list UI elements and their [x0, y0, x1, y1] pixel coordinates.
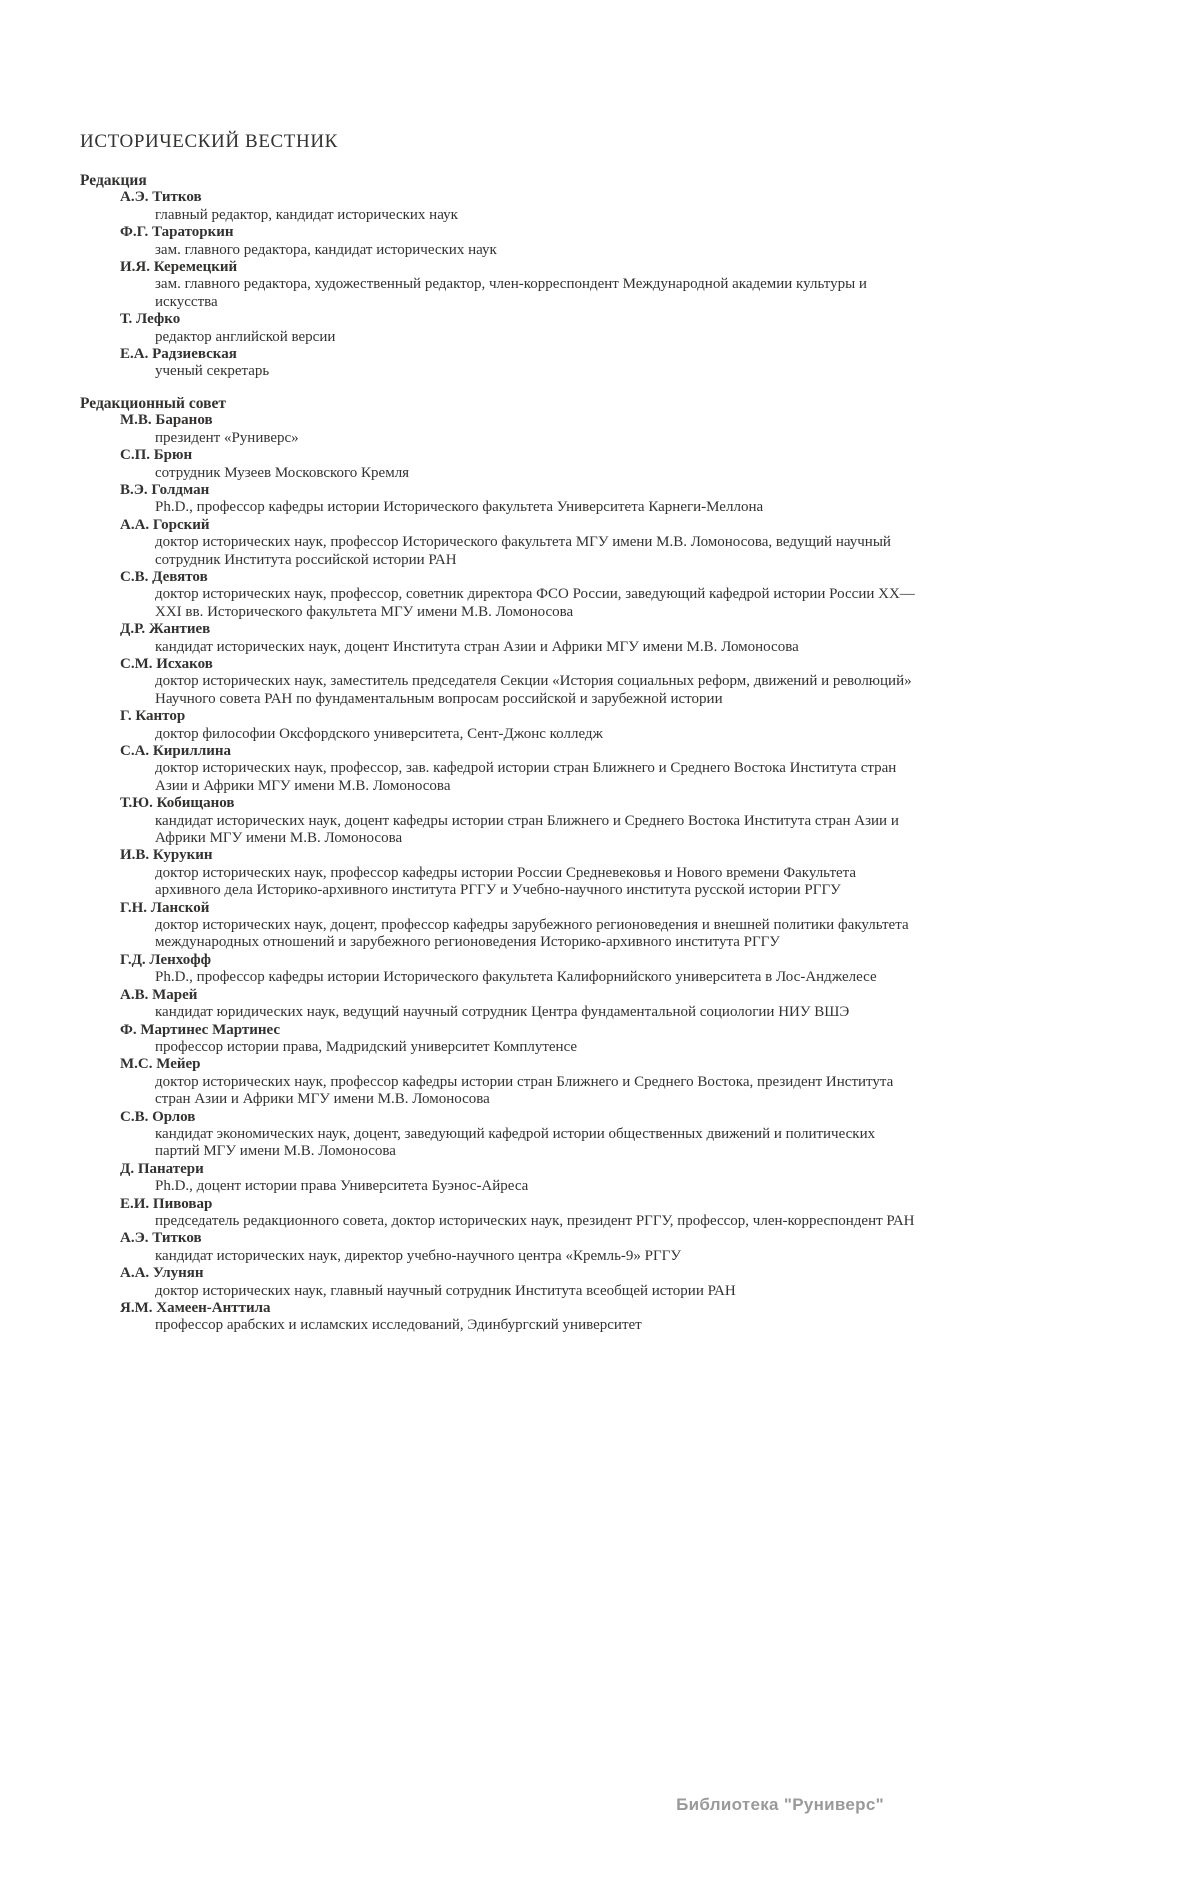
- masthead-section: [80, 172, 1120, 381]
- member-entry: [80, 482, 1120, 517]
- member-entry: [80, 1109, 1120, 1161]
- member-name: Т.Ю. Кобищанов: [120, 795, 235, 812]
- member-entry: [80, 900, 1120, 952]
- member-name: Ф. Мартинес Мартинес: [120, 1021, 281, 1038]
- member-role: Ph.D., профессор кафедры истории Исторического факультета Университета Карнеги-Меллона: [155, 499, 764, 516]
- member-role: доктор исторических наук, заместитель председателя Секции «История социальных реформ, движений и революций» Научного совета РАН по фундаментальным вопросам российской и зарубежной истории: [155, 673, 912, 707]
- member-role: кандидат исторических наук, директор учебно-научного центра «Кремль-9» РГГУ: [155, 1247, 681, 1264]
- member-entry: [80, 1196, 1120, 1231]
- member-entry: [80, 447, 1120, 482]
- member-entry: [80, 795, 1120, 847]
- member-name: В.Э. Голдман: [120, 481, 210, 498]
- member-name: И.В. Курукин: [120, 847, 213, 864]
- member-role: доктор исторических наук, главный научный сотрудник Института всеобщей истории РАН: [155, 1282, 736, 1299]
- section-heading: Редакция: [80, 172, 147, 189]
- member-name: Ф.Г. Тараторкин: [120, 224, 234, 241]
- member-name: Е.И. Пивовар: [120, 1195, 213, 1212]
- member-entry: [80, 708, 1120, 743]
- member-entry: [80, 412, 1120, 447]
- sections-container: [80, 172, 1120, 1335]
- member-name: М.С. Мейер: [120, 1056, 201, 1073]
- member-role: кандидат экономических наук, доцент, заведующий кафедрой истории общественных движений и политических партий МГУ имени М.В. Ломоносова: [155, 1125, 876, 1160]
- member-role: кандидат исторических наук, доцент Института стран Азии и Африки МГУ имени М.В. Ломоносова: [155, 638, 799, 655]
- member-name: Я.М. Хамеен-Анттила: [120, 1300, 271, 1316]
- member-name: Г. Кантор: [120, 708, 186, 725]
- member-name: А.Э. Титков: [120, 189, 202, 206]
- member-entry: [80, 311, 1120, 346]
- member-entry: [80, 1022, 1120, 1057]
- member-role: доктор исторических наук, профессор, советник директора ФСО России, заведующий кафедрой истории России XX—XXI вв. Исторического факультета МГУ имени М.В. Ломоносова: [155, 586, 915, 620]
- member-name: С.П. Брюн: [120, 447, 193, 464]
- member-entry: [80, 189, 1120, 224]
- section-heading: Редакционный совет: [80, 394, 226, 412]
- member-name: С.А. Кириллина: [120, 743, 232, 759]
- member-role: редактор английской версии: [155, 328, 336, 345]
- member-name: И.Я. Керемецкий: [120, 259, 238, 276]
- member-entry: [80, 656, 1120, 708]
- member-entry: [80, 569, 1120, 621]
- member-role: Ph.D., доцент истории права Университета Буэнос-Айреса: [155, 1178, 529, 1195]
- member-entry: [80, 1230, 1120, 1265]
- member-entry: [80, 1300, 1120, 1335]
- member-role: доктор исторических наук, профессор кафедры истории России Средневековья и Нового времени Факультета архивного дела Историко-архивного института РГГУ и Учебно-научного института русской истории РГГУ: [155, 864, 857, 899]
- member-role: профессор арабских и исламских исследований, Эдинбургский университет: [155, 1317, 642, 1334]
- member-name: Т. Лефко: [120, 311, 181, 328]
- member-role: доктор философии Оксфордского университета, Сент-Джонс колледж: [155, 725, 603, 742]
- member-entry: [80, 987, 1120, 1022]
- member-name: Д.Р. Жантиев: [120, 621, 211, 638]
- member-role: кандидат исторических наук, доцент кафедры истории стран Ближнего и Среднего Востока Института стран Азии и Африки МГУ имени М.В. Ломоносова: [155, 812, 899, 847]
- member-name: С.В. Девятов: [120, 568, 208, 585]
- member-entry: [80, 224, 1120, 259]
- member-role: доктор исторических наук, профессор, зав. кафедрой истории стран Ближнего и Среднего Востока Института стран Азии и Африки МГУ имени М.В. Ломоносова: [155, 760, 897, 794]
- member-name: А.А. Горский: [120, 516, 210, 533]
- member-entry: [80, 1265, 1120, 1300]
- member-name: А.Э. Титков: [120, 1230, 202, 1247]
- member-entry: [80, 621, 1120, 656]
- page-title: ИСТОРИЧЕСКИЙ ВЕСТНИК: [80, 131, 338, 152]
- member-role: главный редактор, кандидат исторических наук: [155, 206, 458, 223]
- member-entry: [80, 517, 1120, 569]
- member-name: Г.Н. Ланской: [120, 899, 210, 916]
- member-role: президент «Руниверс»: [155, 429, 299, 446]
- member-name: Д. Панатери: [120, 1160, 204, 1177]
- member-entry: [80, 847, 1120, 899]
- member-name: М.В. Баранов: [120, 412, 213, 429]
- masthead-section: [80, 395, 1120, 1335]
- member-name: С.В. Орлов: [120, 1108, 196, 1125]
- member-role: доктор исторических наук, профессор Исторического факультета МГУ имени М.В. Ломоносова, ведущий научный сотрудник Института российской истории РАН: [155, 534, 891, 568]
- member-role: зам. главного редактора, художественный редактор, член-корреспондент Международной академии культуры и искусства: [155, 276, 867, 310]
- member-role: доктор исторических наук, профессор кафедры истории стран Ближнего и Среднего Востока, президент Института стран Азии и Африки МГУ имени М.В. Ломоносова: [155, 1073, 894, 1108]
- member-role: ученый секретарь: [155, 363, 270, 380]
- member-role: доктор исторических наук, доцент, профессор кафедры зарубежного регионоведения и внешней политики факультета международных отношений и зарубежного регионоведения Историко-архивного института РГГУ: [155, 917, 909, 951]
- member-entry: [80, 743, 1120, 795]
- member-entry: [80, 1161, 1120, 1196]
- member-role: Ph.D., профессор кафедры истории Исторического факультета Калифорнийского университета в Лос-Анджелесе: [155, 969, 877, 986]
- member-name: Г.Д. Ленхофф: [120, 951, 211, 968]
- member-list: [80, 189, 1120, 380]
- member-name: А.В. Марей: [120, 986, 198, 1003]
- footer-watermark: Библиотека "Руниверс": [676, 1795, 884, 1814]
- member-list: [80, 412, 1120, 1335]
- member-role: зам. главного редактора, кандидат исторических наук: [155, 241, 497, 258]
- member-role: кандидат юридических наук, ведущий научный сотрудник Центра фундаментальной социологии НИУ ВШЭ: [155, 1004, 850, 1021]
- member-name: С.М. Исхаков: [120, 655, 213, 672]
- member-name: А.А. Улунян: [120, 1265, 204, 1282]
- member-name: Е.А. Радзиевская: [120, 346, 237, 363]
- member-role: председатель редакционного совета, доктор исторических наук, президент РГГУ, профессор, член-корреспондент РАН: [155, 1212, 915, 1229]
- member-entry: [80, 952, 1120, 987]
- member-role: сотрудник Музеев Московского Кремля: [155, 464, 410, 481]
- member-entry: [80, 1056, 1120, 1108]
- member-entry: [80, 346, 1120, 381]
- member-entry: [80, 259, 1120, 311]
- member-role: профессор истории права, Мадридский университет Комплутенсе: [155, 1038, 578, 1055]
